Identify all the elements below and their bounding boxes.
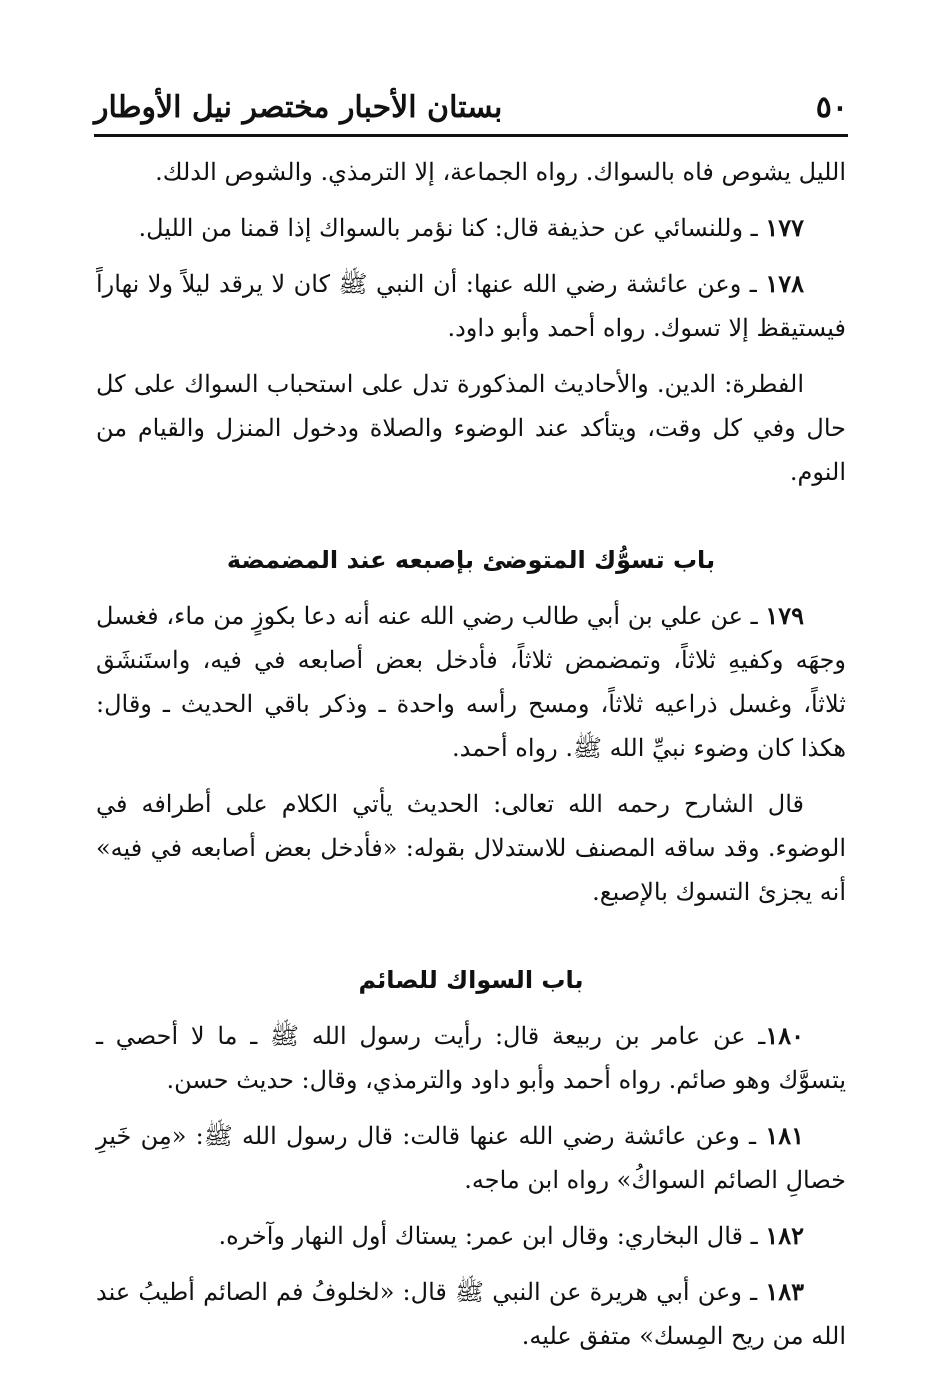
hadith-text: ـ وعن أبي هريرة عن النبي ﷺ قال: «لخلوفُ فم الصائم أطيبُ عند الله من ريح المِسك» متفق عليه. xyxy=(96,1278,846,1350)
hadith-179 xyxy=(96,594,846,770)
hadith-number: ١٧٨ xyxy=(765,269,804,298)
hadith-text: ـ وللنسائي عن حذيفة قال: كنا نؤمر بالسواك إذا قمنا من الليل. xyxy=(138,214,766,242)
book-title: بستان الأحبار مختصر نيل الأوطار xyxy=(94,89,503,125)
hadith-text: ـ عن علي بن أبي طالب رضي الله عنه أنه دعا بكوزٍ من ماء، فغسل وجهَه وكفيهِ ثلاثاً، وتمضمض ثلاثاً، فأدخل بعض أصابعه في فيه، واستَنشَق ثلاثاً، وغسل ذراعيه ثلاثاً، ومسح رأسه واحدة ـ وذكر باقي الحديث ـ وقال: هكذا كان وضوء نبيِّ الله ﷺ. رواه أحمد. xyxy=(96,602,846,762)
hadith-number: ١٨٢ xyxy=(765,1221,804,1250)
hadith-number: ١٨٠ xyxy=(765,1021,804,1050)
hadith-183 xyxy=(96,1270,846,1358)
commentary-paragraph: قال الشارح رحمه الله تعالى: الحديث يأتي الكلام على أطرافه في الوضوء. وقد ساقه المصنف للاستدلال بقوله: «فأدخل بعض أصابعه في فيه» أنه يجزئ التسوك بالإصبع. xyxy=(96,790,846,906)
hadith-text: ـ قال البخاري: وقال ابن عمر: يستاك أول النهار وآخره. xyxy=(218,1222,766,1250)
hadith-text: ـ عن عامر بن ربيعة قال: رأيت رسول الله ﷺ ـ ما لا أحصي ـ يتسوَّك وهو صائم. رواه أحمد وأبو داود والترمذي، وقال: حديث حسن. xyxy=(96,1022,846,1094)
hadith-text: ـ وعن عائشة رضي الله عنها قالت: قال رسول الله ﷺ: «مِن خَيرِ خصالِ الصائم السواكُ» رواه ابن ماجه. xyxy=(96,1122,846,1194)
page-body xyxy=(96,150,846,1370)
page-number: ٥٠ xyxy=(815,89,848,125)
hadith-182 xyxy=(96,1214,846,1258)
hadith-180 xyxy=(96,1014,846,1102)
hadith-number: ١٨٣ xyxy=(765,1277,804,1306)
commentary-paragraph: الفطرة: الدين. والأحاديث المذكورة تدل على استحباب السواك على كل حال وفي كل وقت، ويتأكد عند الوضوء والصلاة ودخول المنزل والقيام من النوم. xyxy=(96,370,846,486)
chapter-heading: باب تسوُّك المتوضئ بإصبعه عند المضمضة xyxy=(226,546,716,574)
continuation-paragraph: الليل يشوص فاه بالسواك. رواه الجماعة، إلا الترمذي. والشوص الدلك. xyxy=(155,158,846,186)
hadith-177 xyxy=(96,206,846,250)
header-rule xyxy=(94,134,848,137)
hadith-number: ١٧٩ xyxy=(765,601,804,630)
running-header xyxy=(94,84,848,130)
hadith-number: ١٨١ xyxy=(765,1121,805,1150)
hadith-178 xyxy=(96,262,846,350)
hadith-text: ـ وعن عائشة رضي الله عنها: أن النبي ﷺ كان لا يرقد ليلاً ولا نهاراً فيستيقظ إلا تسوك. رواه أحمد وأبو داود. xyxy=(96,270,846,342)
hadith-number: ١٧٧ xyxy=(765,213,804,242)
hadith-181 xyxy=(96,1114,846,1202)
chapter-heading: باب السواك للصائم xyxy=(358,966,584,994)
